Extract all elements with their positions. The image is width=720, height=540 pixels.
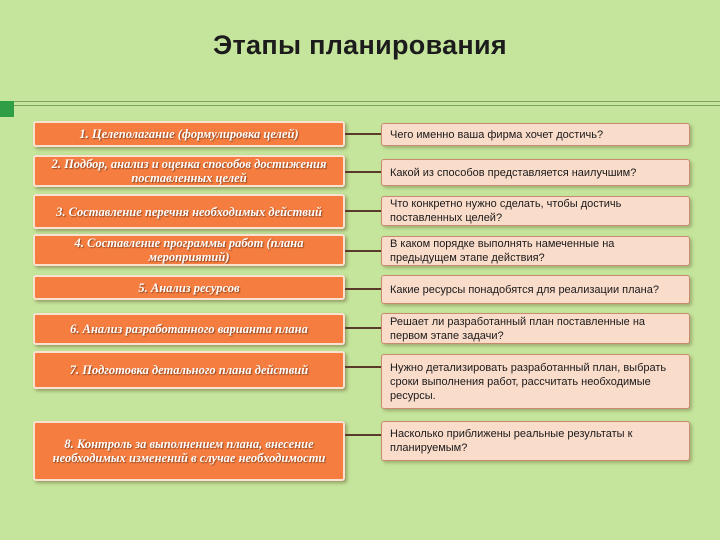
stage-1: 1. Целеполагание (формулировка целей): [33, 121, 345, 147]
connector-2: [345, 171, 381, 173]
question-6: Решает ли разработанный план поставленные на первом этапе задачи?: [381, 313, 690, 344]
connector-3: [345, 210, 381, 212]
connector-4: [345, 250, 381, 252]
stage-3: 3. Составление перечня необходимых действий: [33, 194, 345, 229]
connector-5: [345, 288, 381, 290]
title-divider: [14, 101, 720, 106]
question-3: Что конкретно нужно сделать, чтобы достичь поставленных целей?: [381, 196, 690, 226]
slide-title: Этапы планирования: [212, 30, 507, 60]
question-2: Какой из способов представляется наилучшим?: [381, 159, 690, 186]
stage-2: 2. Подбор, анализ и оценка способов достижения поставленных целей: [33, 155, 345, 187]
stage-8: 8. Контроль за выполнением плана, внесение необходимых изменений в случае необходимости: [33, 421, 345, 481]
connector-1: [345, 133, 381, 135]
stage-7: 7. Подготовка детального плана действий: [33, 351, 345, 389]
connector-6: [345, 327, 381, 329]
question-5: Какие ресурсы понадобятся для реализации плана?: [381, 275, 690, 304]
connector-8: [345, 434, 381, 436]
stage-4: 4. Составление программы работ (плана мероприятий): [33, 234, 345, 266]
connector-7: [345, 366, 381, 368]
question-4: В каком порядке выполнять намеченные на предыдущем этапе действия?: [381, 236, 690, 266]
stage-5: 5. Анализ ресурсов: [33, 275, 345, 300]
question-7: Нужно детализировать разработанный план, выбрать сроки выполнения работ, рассчитать необходимые ресурсы.: [381, 354, 690, 409]
accent-bar: [0, 101, 14, 117]
question-8: Насколько приближены реальные результаты к планируемым?: [381, 421, 690, 461]
stage-6: 6. Анализ разработанного варианта плана: [33, 313, 345, 345]
question-1: Чего именно ваша фирма хочет достичь?: [381, 123, 690, 146]
